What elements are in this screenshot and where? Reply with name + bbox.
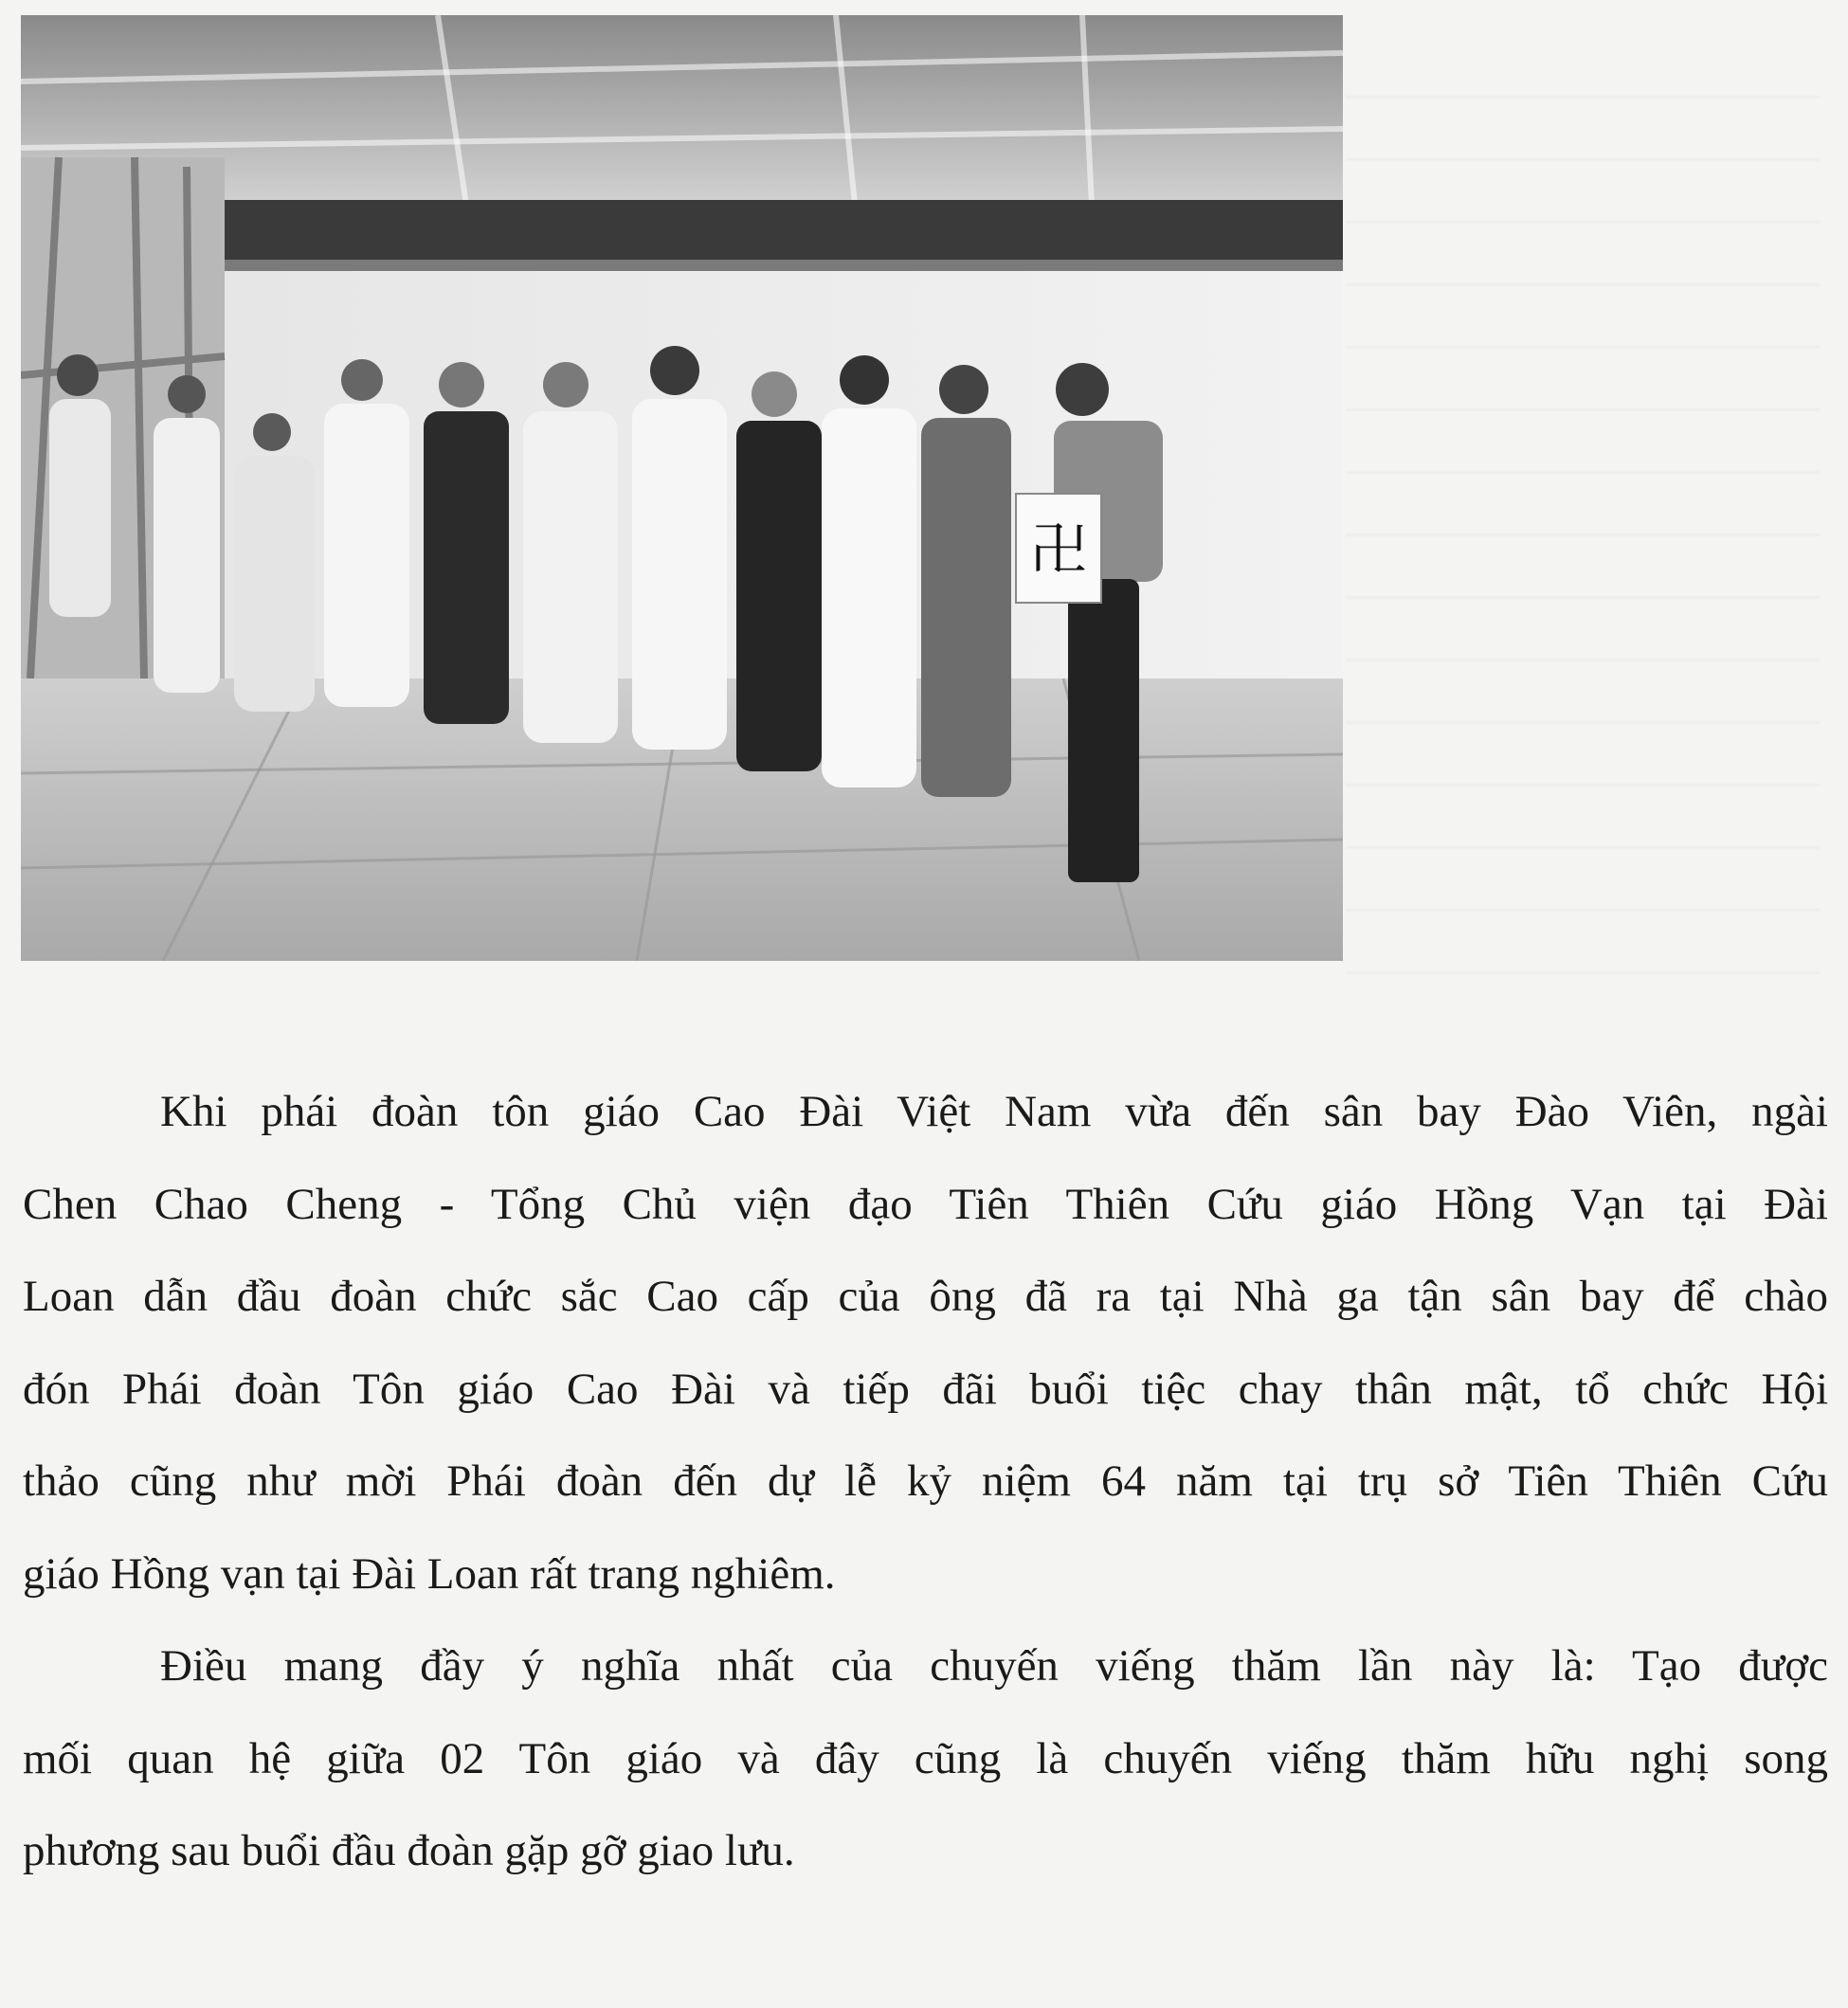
paragraph-line: Khi phái đoàn tôn giáo Cao Đài Việt Nam vừa đến sân bay Đào Viên, ngài [160,1087,1828,1136]
banner-symbol: 卍 [1030,517,1087,584]
paragraph-line: Loan dẫn đầu đoàn chức sắc Cao cấp của ông đã ra tại Nhà ga tận sân bay để chào [23,1272,1828,1321]
paragraph-2 [23,1620,1828,1898]
paragraph-1 [23,1066,1828,1620]
group-photo-icon [21,15,1343,961]
paragraph-line: mối quan hệ giữa 02 Tôn giáo và đây cũng là chuyến viếng thăm hữu nghị song [23,1733,1828,1783]
paragraph-line: thảo cũng như mời Phái đoàn đến dự lễ kỷ niệm 64 năm tại trụ sở Tiên Thiên Cứu [23,1456,1828,1506]
paragraph-line: phương sau buổi đầu đoàn gặp gỡ giao lưu. [23,1826,795,1875]
paragraph-line: đón Phái đoàn Tôn giáo Cao Đài và tiếp đãi buổi tiệc chay thân mật, tổ chức Hội [23,1364,1828,1414]
paragraph-line: giáo Hồng vạn tại Đài Loan rất trang nghiêm. [23,1548,836,1599]
page-bleed-through [1346,38,1820,986]
paragraph-line: Điều mang đầy ý nghĩa nhất của chuyến viếng thăm lần này là: Tạo được [160,1641,1828,1691]
group-photo [21,15,1343,961]
body-text [23,1066,1828,1898]
paragraph-line: Chen Chao Cheng - Tổng Chủ viện đạo Tiên Thiên Cứu giáo Hồng Vạn tại Đài [23,1179,1828,1229]
